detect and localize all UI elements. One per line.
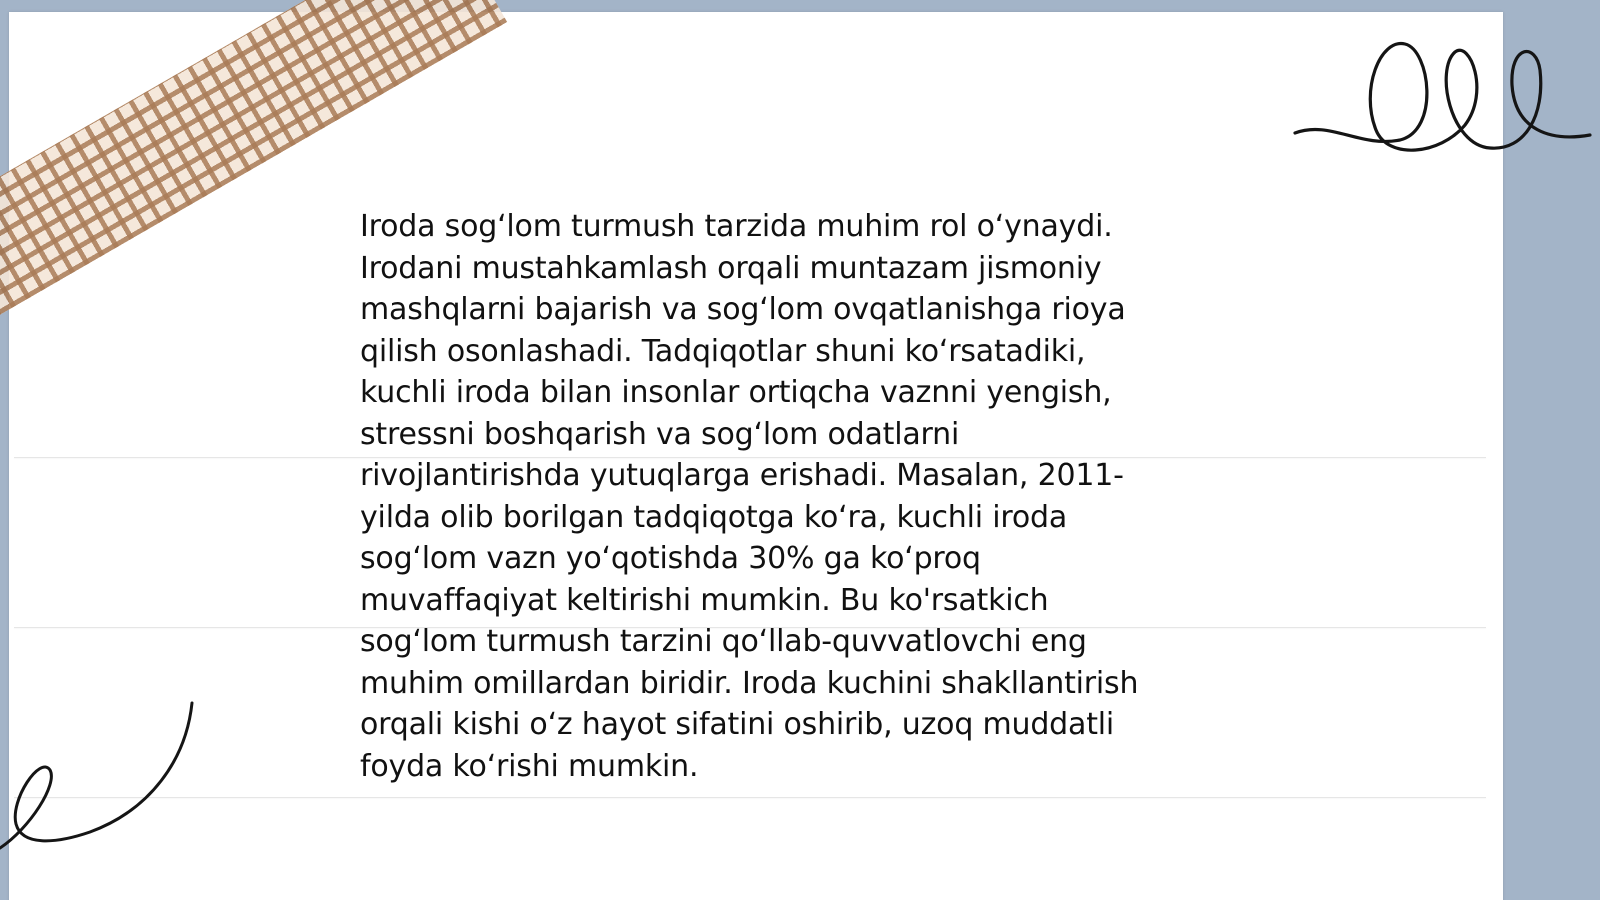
cursive-loops-icon: [1290, 30, 1600, 170]
paper-fold-line: [14, 797, 1486, 798]
cursive-swash-icon: [0, 700, 200, 850]
body-paragraph: Iroda sog‘lom turmush tarzida muhim rol o‘ynaydi. Irodani mustahkamlash orqali muntazam jismoniy mashqlarni bajarish va sog‘lom ovqatlanishga rioya qilish osonlashadi. Tadqiqotlar shuni ko‘rsatadiki, kuchli iroda bilan insonlar ortiqcha vaznni yengish, stressni boshqarish va sog‘lom odatlarni rivojlantirishda yutuqlarga erishadi. Masalan, 2011- yilda olib borilgan tadqiqotga ko‘ra, kuchli iroda sog‘lom vazn yo‘qotishda 30% ga ko‘proq muvaffaqiyat keltirishi mumkin. Bu ko'rsatkich sog‘lom turmush tarzini qo‘llab-quvvatlovchi eng muhim omillardan biridir. Iroda kuchini shakllantirish orqali kishi o‘z hayot sifatini oshirib, uzoq muddatli foyda ko‘rishi mumkin.: [360, 209, 1139, 784]
